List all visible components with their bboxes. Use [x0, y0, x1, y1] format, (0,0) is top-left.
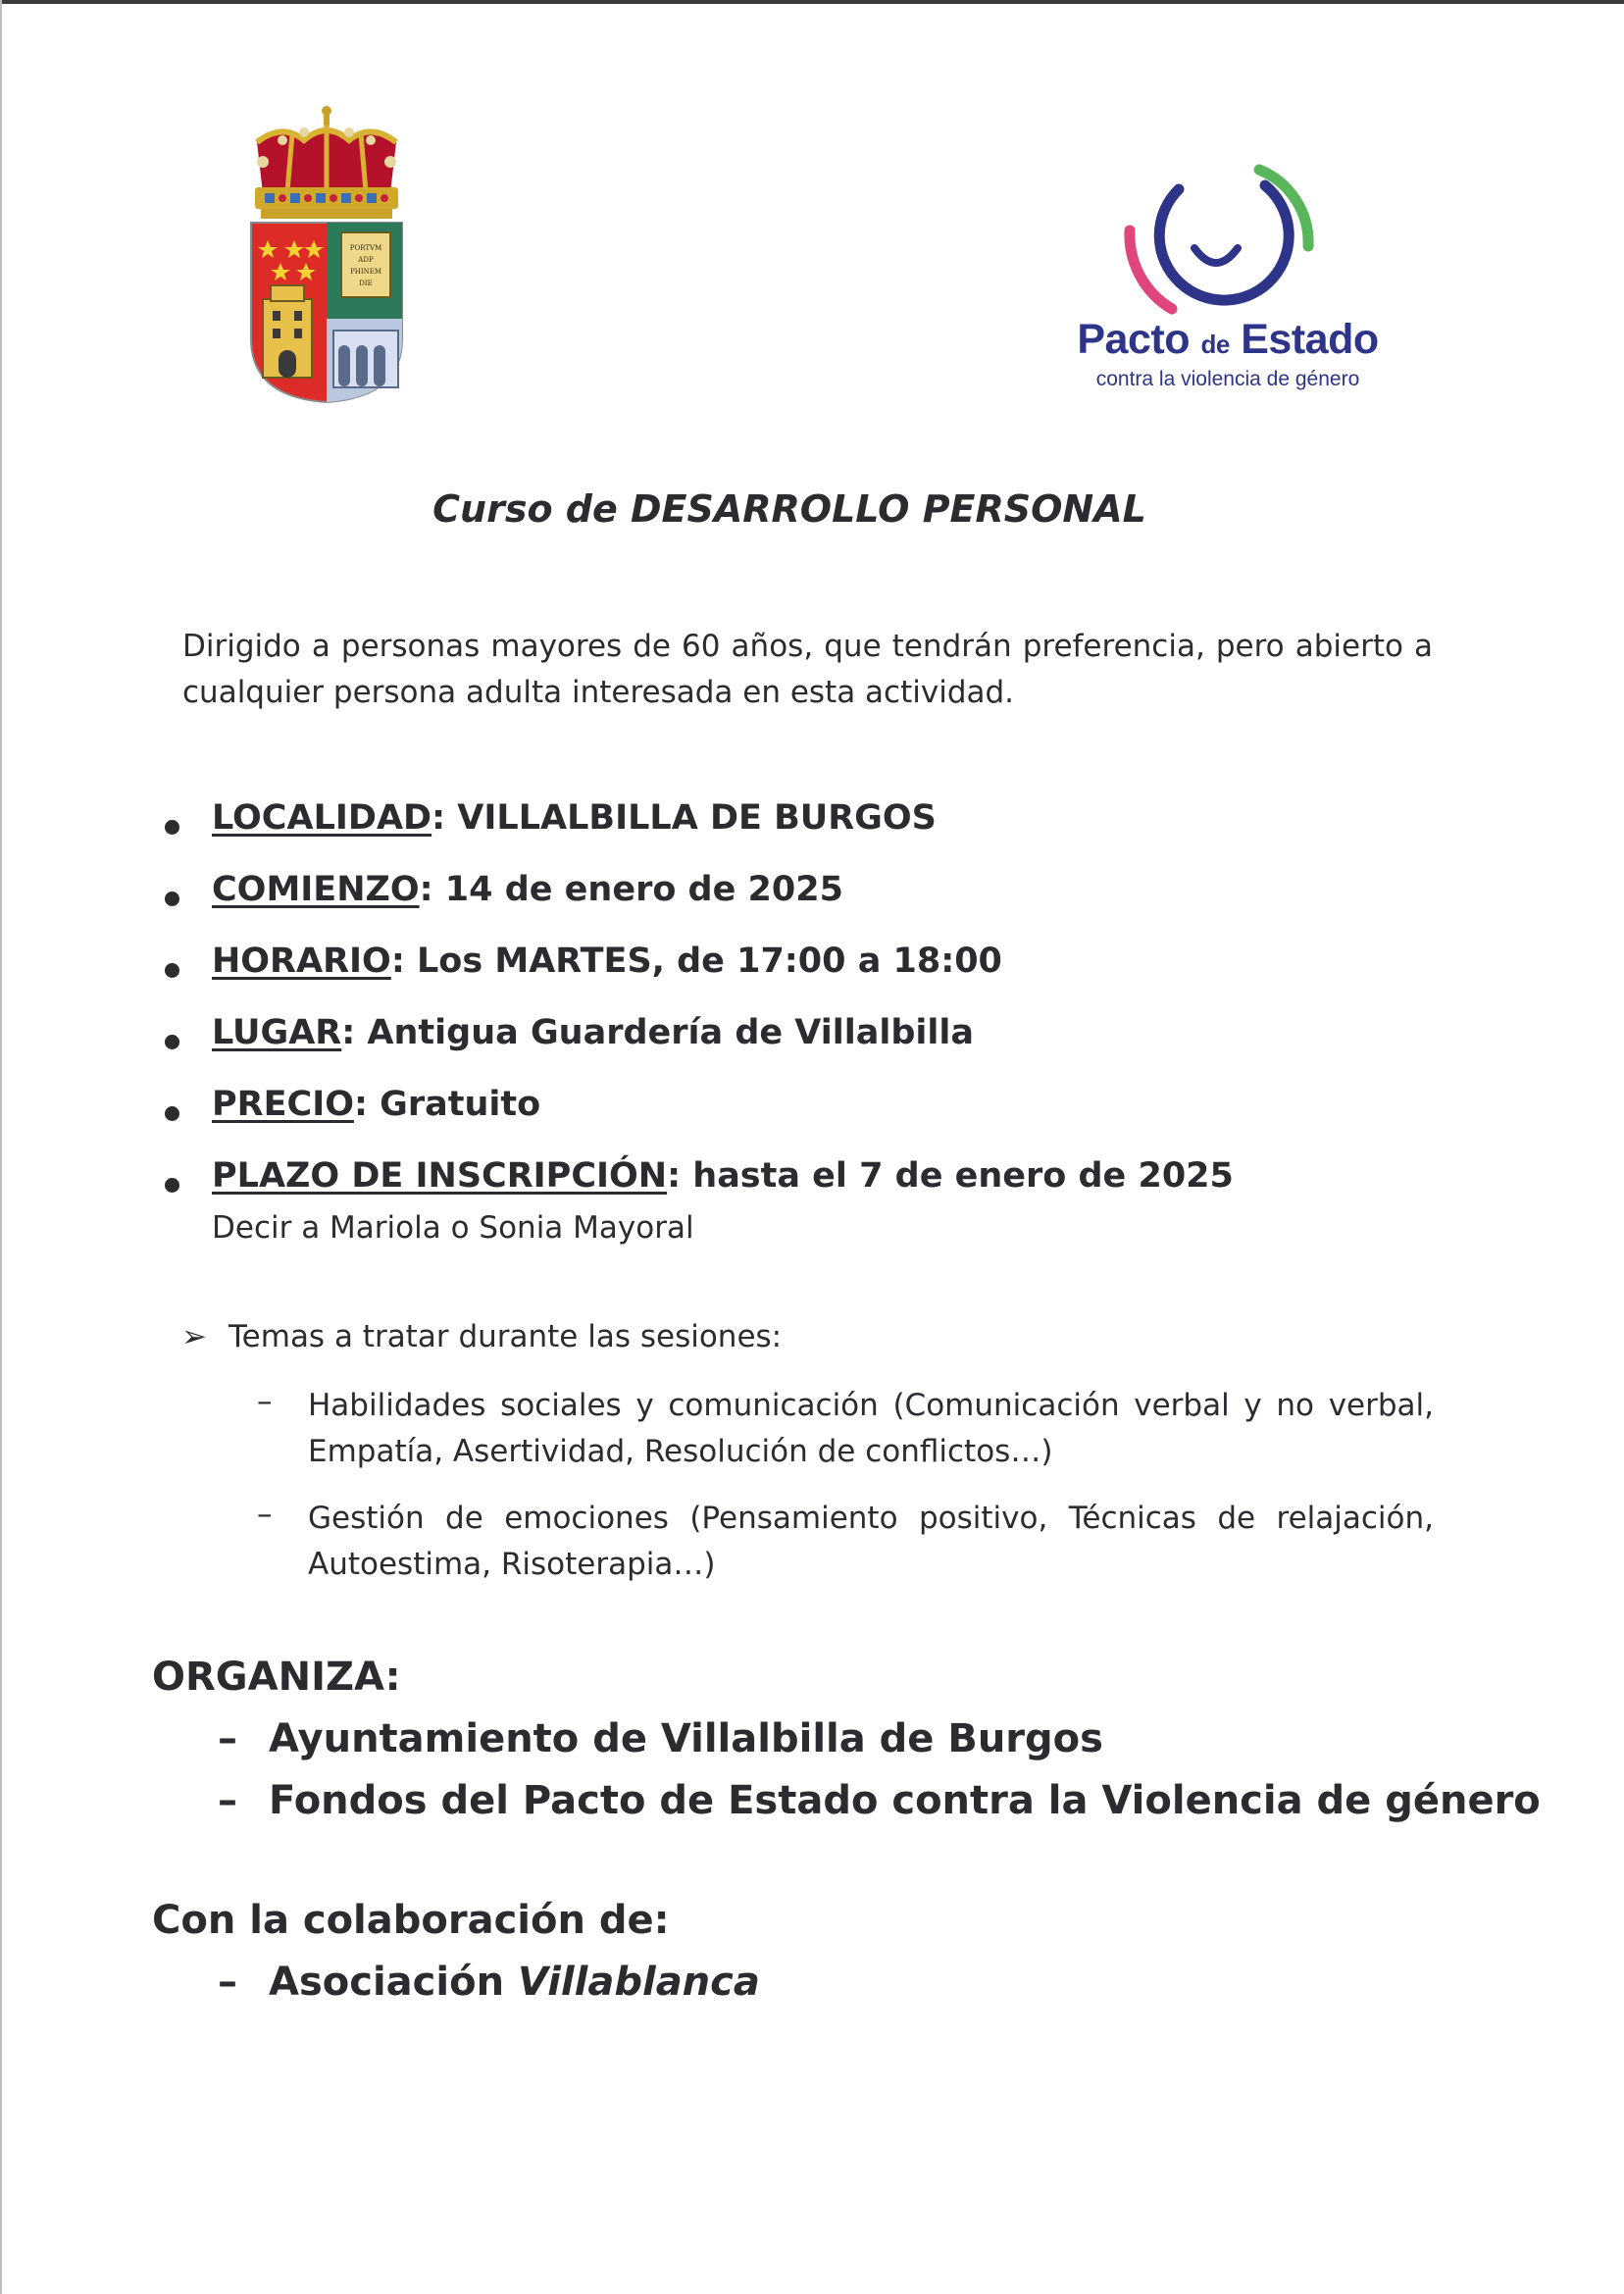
svg-text:PORTVM: PORTVM — [349, 244, 382, 252]
colaboracion-item: – Asociación Villablanca — [218, 1960, 760, 2005]
scan-left-edge — [0, 0, 2, 2294]
pacto-logo-subtitle: contra la violencia de género — [1095, 368, 1360, 390]
organiza-item: – Fondos del Pacto de Estado contra la Violencia de género — [218, 1778, 1541, 1823]
pacto-logo-title: Pacto de Estado — [1077, 316, 1379, 363]
svg-text:PHINEM: PHINEM — [350, 268, 381, 276]
bridge-icon — [333, 331, 398, 387]
bullet-horario: HORARIO: Los MARTES, de 17:00 a 18:00 — [212, 942, 1002, 981]
bullet-comienzo: COMIENZO: 14 de enero de 2025 — [212, 870, 843, 909]
bullet-dot — [165, 892, 179, 906]
document-title: Curso de DESARROLLO PERSONAL — [432, 487, 1146, 531]
pacto-estado-smile-icon — [1118, 152, 1324, 324]
bullet-dot — [165, 820, 179, 835]
organiza-heading: ORGANIZA: — [152, 1655, 401, 1700]
bullet-plazo: PLAZO DE INSCRIPCIÓN: hasta el 7 de enero de 2025 — [212, 1156, 1234, 1196]
bullet-lugar: LUGAR: Antigua Guardería de Villalbilla — [212, 1013, 975, 1052]
svg-text:ADP: ADP — [358, 256, 374, 264]
organiza-item: – Ayuntamiento de Villalbilla de Burgos — [218, 1716, 1103, 1761]
crown-icon — [255, 106, 398, 219]
colaboracion-heading: Con la colaboración de: — [152, 1898, 670, 1943]
dash-icon: – — [257, 1497, 273, 1532]
intro-paragraph: Dirigido a personas mayores de 60 años, que tendrán preferencia, pero abierto a cualquier persona adulta interesada en esta actividad. — [182, 629, 1433, 710]
scroll-icon — [341, 232, 390, 297]
dash-icon: – — [257, 1384, 273, 1419]
topic-item: Habilidades sociales y comunicación (Comunicación verbal y no verbal, Empatía, Asertividad, Resolución de conflictos…) — [308, 1388, 1434, 1469]
municipal-crest-logo — [243, 103, 410, 407]
bullet-dot — [165, 1106, 179, 1121]
tower-icon — [263, 285, 312, 378]
svg-text:DIE: DIE — [359, 280, 373, 287]
bullet-dot — [165, 963, 179, 978]
bullet-plazo-note: Decir a Mariola o Sonia Mayoral — [212, 1210, 694, 1246]
arrow-right-icon: ➢ — [181, 1319, 207, 1354]
bullet-localidad: LOCALIDAD: VILLALBILLA DE BURGOS — [212, 798, 937, 838]
scan-top-edge — [0, 0, 1624, 4]
bullet-dot — [165, 1035, 179, 1049]
topics-heading: ➢ Temas a tratar durante las sesiones: — [181, 1319, 783, 1354]
topic-item: Gestión de emociones (Pensamiento positivo, Técnicas de relajación, Autoestima, Risoterapia…) — [308, 1501, 1434, 1582]
bullet-precio: PRECIO: Gratuito — [212, 1085, 541, 1124]
bullet-dot — [165, 1178, 179, 1193]
